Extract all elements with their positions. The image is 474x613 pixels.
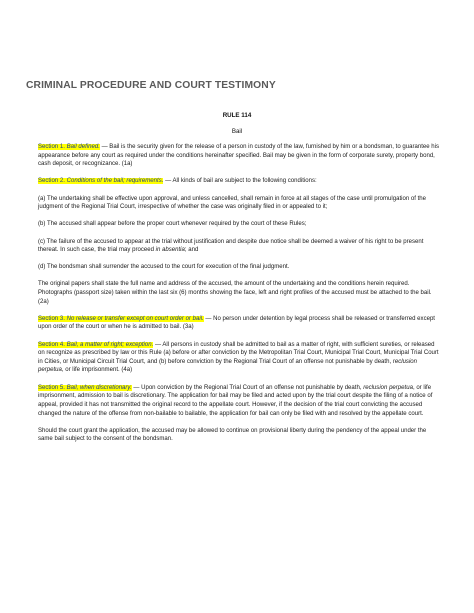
section-3-label: Section 3. — [38, 315, 65, 322]
section-2-item-c-italic: in absentia — [155, 247, 185, 254]
section-3 — [38, 315, 442, 332]
section-4-text-end: , or life imprisonment. (4a) — [61, 367, 133, 374]
section-2 — [38, 177, 442, 186]
section-5-text-end: , or life imprisonment, admission to bail is discretionary. The application for bail may be filed and acted upon by the trial court despite the filing of a notice of appeal, provided it has not transmitted the original record to the appellate court. However, if the decision of the trial court convicting the accused changed the nature of the offense from non-bailable to bailable, the application for bail can only be filed with and resolved by the appellate court. — [38, 384, 433, 417]
section-1-label: Section 1. — [38, 144, 65, 150]
rule-number: RULE 114 — [222, 112, 252, 119]
section-2-heading: Conditions of the bail; requirements. — [66, 178, 164, 185]
section-4-label: Section 4. — [38, 341, 65, 348]
section-5-label: Section 5. — [38, 384, 65, 391]
section-1-highlight — [38, 144, 100, 150]
section-3-highlight — [38, 316, 204, 322]
section-4-highlight — [38, 342, 153, 348]
document-title: CRIMINAL PROCEDURE AND COURT TESTIMONY — [26, 80, 276, 91]
section-2-item-c-end: ; and — [184, 247, 199, 254]
section-1-heading: Bail defined. — [66, 144, 100, 150]
section-4-text: — All persons in custody shall be admitted to bail as a matter of right, with sufficient sureties, or released on recognize as prescribed by law or this Rule (a) before or after conviction by the Metropolitan Trial Court, Municipal Trial Court, Municipal Trial Court in Cities, or Municipal Circuit Trial Court, and (b) before conviction by the Regional Trial Court of an offense not punishable by death, — [38, 341, 439, 365]
section-2-item-a: (a) The undertaking shall be effective upon approval, and unless cancelled, shall remain in force at all stages of the case until promulgation of the judgment of the Regional Trial Court, irrespective of whether the case was originally filed in or appealed to it; — [38, 195, 427, 211]
section-4-italic: reclusion perpetua — [38, 358, 418, 374]
section-2-closing: The original papers shall state the full name and address of the accused, the amount of the undertaking and the conditions herein required. Photographs (passport size) taken within the last six (6) months showing the face, left and right profiles of the accused must be attached to the bail. (2a) — [38, 281, 432, 305]
section-4-heading: Bail, a matter of right; exception. — [66, 341, 154, 348]
section-3-heading: No release or transfer except on court order or bail. — [66, 315, 204, 322]
section-5-text: — Upon conviction by the Regional Trial Court of an offense not punishable by death, — [131, 384, 364, 391]
section-5 — [38, 384, 442, 418]
section-3-text: — No person under detention by legal process shall be released or transferred except upon order of the court or when he is admitted to bail. (3a) — [38, 315, 435, 331]
section-2-item-d: (d) The bondsman shall surrender the accused to the court for execution of the final judgment. — [38, 264, 290, 271]
section-5-italic: reclusion perpetua — [363, 384, 413, 391]
section-2-highlight — [38, 178, 163, 184]
document-body — [38, 143, 442, 453]
section-5-closing: Should the court grant the application, the accused may be allowed to continue on provisional liberty during the pendency of the appeal under the same bail subject to the consent of the bondsman. — [38, 427, 427, 443]
section-5-heading: Bail, when discretionary. — [66, 384, 132, 391]
section-1-text: — Bail is the security given for the release of a person in custody of the law, furnished by him or a bondsman, to guarantee his appearance before any court as required under the conditions hereinafter specified. Bail may be given in the form of corporate surety, property bond, cash deposit, or recognizance. (1a) — [38, 144, 440, 168]
rule-subject: Bail — [231, 128, 243, 135]
section-4 — [38, 341, 442, 375]
section-5-highlight — [38, 385, 132, 391]
section-2-item-b: (b) The accused shall appear before the proper court whenever required by the court of these Rules; — [38, 221, 307, 228]
section-2-item-c-text: (c) The failure of the accused to appear at the trial without justification and despite due notice shall be deemed a waiver of his right to be present thereat. In such case, the trial may proceed — [38, 238, 424, 254]
section-2-item-c — [38, 238, 442, 255]
section-2-text: — All kinds of bail are subject to the following conditions: — [163, 178, 317, 185]
section-2-label: Section 2. — [38, 178, 65, 185]
section-1 — [38, 143, 442, 169]
